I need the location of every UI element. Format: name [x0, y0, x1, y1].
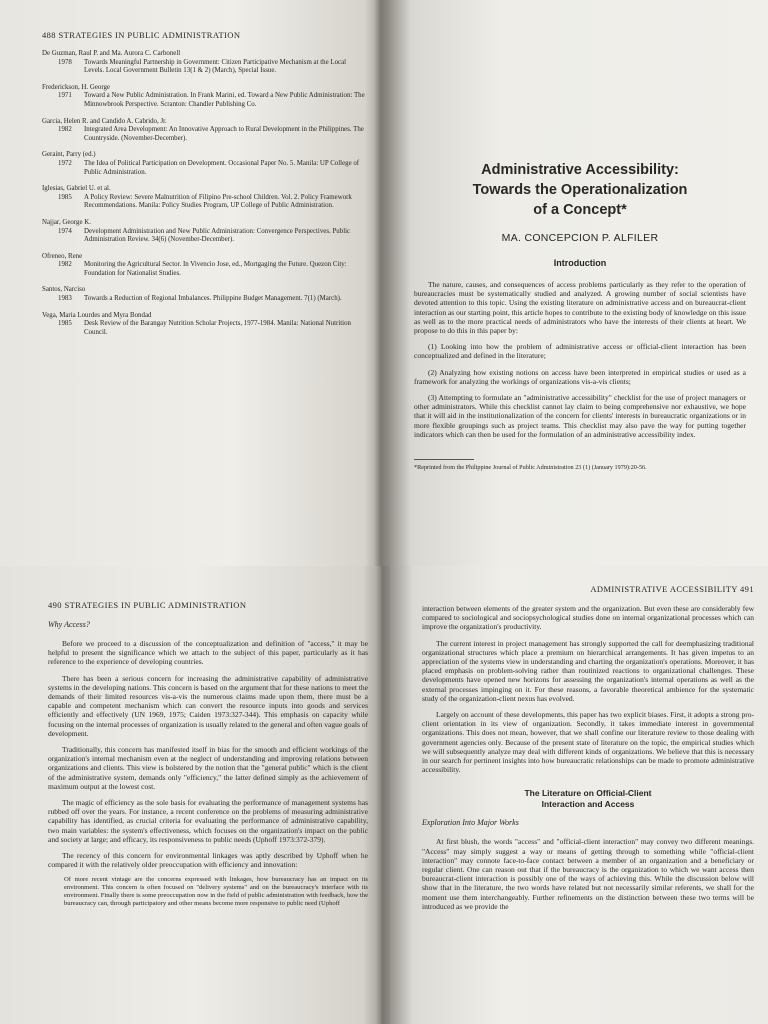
reference-entry — [42, 219, 366, 245]
running-head: 490 STRATEGIES IN PUBLIC ADMINISTRATION — [48, 600, 247, 610]
article-title-block — [414, 160, 746, 244]
reference-text: Towards Meaningful Partnership in Government: Citizen Participative Mechanism at the Local Levels. Local Government Bulletin 13(1 & 2) (March), Special Issue. — [84, 58, 347, 75]
blockquote: Of more recent vintage are the concerns expressed with linkages, how bureaucracy has an impact on its environment. This concern is often focused on "delivery systems" and on the bureaucracy's interface with its environment. Finally there is some preoccupation now in the field of public administration with feedback, how the bureaucracy can, through participatory and other means become more responsive to public need (Uphoff — [64, 876, 368, 908]
reference-year: 1982 — [58, 261, 72, 269]
paragraph: The recency of this concern for environmental linkages was aptly described by Uphoff when he compared it with the relatively older preoccupation with efficiency and innovation: — [48, 851, 368, 870]
literature-heading — [422, 788, 754, 810]
reference-text: Towards a Reduction of Regional Imbalances. Philippine Budget Management. 7(1) (March). — [84, 295, 342, 303]
paragraph: There has been a serious concern for increasing the administrative capability of administrative systems in the developing nations. This concern is based on the argument that for these nations to meet the demands of their limited resources vis-a-vis the numerous claims made upon them, there must be a capable and competent mechanism which can convert the resource inputs into goods and services efficiently and effectively (UN 1969, 1975; Caiden 1973:327-344). This emphasis on capacity while focusing on the internal processes of organization is usually related to the general and often vague goals of development. — [48, 673, 368, 738]
reference-entry — [42, 312, 366, 338]
reference-year: 1972 — [58, 159, 72, 167]
reference-author: Garcia, Helen R. and Candido A. Cabrido, Jr. — [42, 117, 167, 125]
list-item: (1) Looking into how the problem of administrative access or official-client interaction has been conceptualized and defined in the literature; — [414, 342, 746, 361]
reference-entry — [42, 151, 366, 177]
page-489 — [388, 0, 768, 566]
list-item: (3) Attempting to formulate an "administrative accessibility" checklist for the use of project managers or other administrators. While this checklist cannot lay claim to being comprehensive nor exhaustive, we hope that it will aid in the institutionalization of the concern for clients' interests in bureaucratic organizations or in more flexible groupings such as project teams. This checklist may also pave the way for putting together indicators which can then be used for the formulation of an administrative accessibility index. — [414, 393, 746, 439]
reference-entry — [42, 286, 366, 303]
reference-year: 1974 — [58, 227, 72, 235]
title-line-3: of a Concept* — [533, 202, 627, 218]
page-491 — [390, 566, 768, 1024]
reference-entry — [42, 253, 366, 279]
gutter-shadow — [374, 0, 388, 566]
title-line-2: Towards the Operationalization — [472, 182, 688, 198]
reference-entry — [42, 50, 366, 76]
running-head: 488 STRATEGIES IN PUBLIC ADMINISTRATION — [42, 30, 241, 40]
literature-heading-line-1: The Literature on Official-Client — [524, 788, 652, 799]
footnote-rule — [414, 459, 474, 460]
reference-year: 1985 — [58, 320, 72, 328]
paragraph: interaction between elements of the greater system and the organization. But even these are considerably few compared to sociological and sociopsychological studies done on internal organizational processes which can improve the organization's productivity. — [422, 604, 754, 632]
reference-author: Ofreneo, Rene — [42, 252, 83, 260]
title-line-1: Administrative Accessibility: — [481, 162, 679, 178]
reference-author: Najjar, George K. — [42, 218, 91, 226]
section-subheading: Why Access? — [48, 620, 90, 629]
reference-text: Monitoring the Agricultural Sector. In Vivencio Jose, ed., Mortgaging the Future. Quezon City: Foundation for Nationalist Studies. — [84, 261, 347, 277]
reference-text: The Idea of Political Participation on Development. Occasional Paper No. 5. Manila: UP College of Public Administration. — [84, 159, 360, 176]
reference-year: 1978 — [58, 58, 72, 66]
reference-year: 1971 — [58, 92, 72, 100]
reference-year: 1982 — [58, 126, 72, 134]
reference-author: Frederickson, H. George — [42, 83, 110, 91]
reference-entry — [42, 118, 366, 144]
page-488 — [0, 0, 388, 566]
list-item: (2) Analyzing how existing notions on access have been interpreted in empirical studies or used as a framework for analyzing the workings of organizations vis-a-vis clients; — [414, 367, 746, 386]
reference-entry — [42, 185, 366, 211]
running-head: ADMINISTRATIVE ACCESSIBILITY 491 — [590, 584, 754, 594]
paragraph: The current interest in project management has strongly supported the call for deemphasizing traditional organizational structures which place a premium on hierarchical arrangements. It has given impetus to an appreciation of the systems view in understanding and charting the organization's operations. Moreover, it has placed emphasis on problem-solving rather than routinized reactions to organizational challenges. These developments have opened new horizons for assessing the organization's internal operations as well as the external processes impinging on it. For these reasons, a favorable theoretical ambience for the systematic study of the organization-client nexus has evolved. — [422, 638, 754, 703]
paragraph: The magic of efficiency as the sole basis for evaluating the performance of management systems has rubbed off over the years. For instance, a recent conference on the problems of measuring administrative capability has identified, as crucial criteria for evaluating the performance of administrative capability, two main variables: the system's effectiveness, which focuses on the organization's impact on the public and society at large; and efficacy, its responsiveness to public needs (Uphoff 1973:372-379). — [48, 798, 368, 844]
reference-text: Development Administration and New Public Administration: Convergence Perspectives. Public Administration Review. 34(6) (November-December). — [84, 227, 351, 244]
reference-author: De Guzman, Raul P. and Ma. Aurora C. Carbonell — [42, 50, 181, 57]
section-subheading: Exploration Into Major Works — [422, 818, 519, 828]
reference-author: Iglesias, Gabriel U. et al. — [42, 185, 111, 193]
paragraph: Before we proceed to a discussion of the conceptualization and definition of "access," it may be helpful to present the significance which we attach to the subject of this paper, particularly as it has reference to the experience of developing countries. — [48, 639, 368, 667]
reference-list — [42, 50, 366, 337]
reference-author: Geraint, Parry (ed.) — [42, 151, 96, 159]
page-490 — [0, 566, 390, 1024]
literature-heading-line-2: Interaction and Access — [541, 799, 635, 810]
paragraph: At first blush, the words "access" and "official-client interaction" may convey two different meanings. "Access" may simply suggest a way or means of getting through to something while "official-client interaction" may connote face-to-face contact between a member of an organization and a beneficiary or regular client. One can reason out that if the bureaucracy is the organization to which we want access then bureaucrat-client interaction is possibly one of the ways of achieving this. While the discussion below will show that in the literature, the two words have related but not necessarily similar referents, we shall for the moment use them interchangeably. Further refinements on the distinction between these two terms will be introduced as we provide the — [422, 837, 754, 911]
reference-text: Integrated Area Development: An Innovative Approach to Rural Development in the Philippines. The Countryside. (November-December). — [84, 126, 364, 142]
reference-year: 1983 — [58, 295, 72, 303]
footnote: *Reprinted from the Philippine Journal of Public Administration 23 (1) (January 1979):20-56. — [414, 464, 647, 472]
reference-entry — [42, 84, 366, 110]
paragraph: Largely on account of these developments, this paper has two explicit biases. First, it adopts a strong pro-client orientation in its view of organization. Secondly, it takes immediate interest in governmental organizations. This does not mean, however, that we shall confine our literature review to those dealing with government agencies only. Because of the present state of literature on the topic, the empirical studies which we will subsequently analyze may deal with different kinds of organizations. We believe that this is necessary in our search for pertinent insights into how bureaucratic relationships can be made to promote administrative accessibility. — [422, 710, 754, 775]
reference-author: Santos, Narciso — [42, 286, 86, 294]
intro-heading: Introduction — [553, 258, 607, 268]
intro-paragraph: The nature, causes, and consequences of access problems particularly as they refer to the operation of bureaucracies must be systematically studied and analyzed. A growing number of social scientists have devoted attention to this topic. Using the existing literature on administrative access and on bureaucrat-client interaction as our starting point, this article hopes to contribute to the existing body of knowledge on this issue as well as to the more practical needs of administrators who have the interests of their clients at heart. We propose to do this in this paper by: — [414, 280, 746, 336]
reference-text: Desk Review of the Barangay Nutrition Scholar Projects, 1977-1984. Manila: National Nutrition Council. — [84, 320, 351, 336]
reference-year: 1985 — [58, 193, 72, 201]
gutter-shadow — [376, 566, 390, 1024]
reference-text: A Policy Review: Severe Malnutrition of Filipino Pre-school Children. Vol. 2. Policy Framework Recommendations. Manila: Policy Studies Program, UP College of Public Administration. — [84, 193, 352, 210]
reference-author: Vega, Maria Lourdes and Myra Bondad — [42, 311, 152, 319]
reference-text: Toward a New Public Administration. In Frank Marini, ed. Toward a New Public Administration: The Minnowbrook Perspective. Scranton: Chandler Publishing Co. — [84, 92, 365, 108]
article-author: MA. CONCEPCION P. ALFILER — [501, 232, 659, 244]
paragraph: Traditionally, this concern has manifested itself in bias for the smooth and efficient workings of the organization's internal mechanism even at the neglect of understanding and improving relations between organizations and clients. This view is bolstered by the notion that the "general public" which is the client of the administrative system, demands only "efficiency," the latter defined simply as the achievement of maximum output at the lowest cost. — [48, 745, 368, 791]
